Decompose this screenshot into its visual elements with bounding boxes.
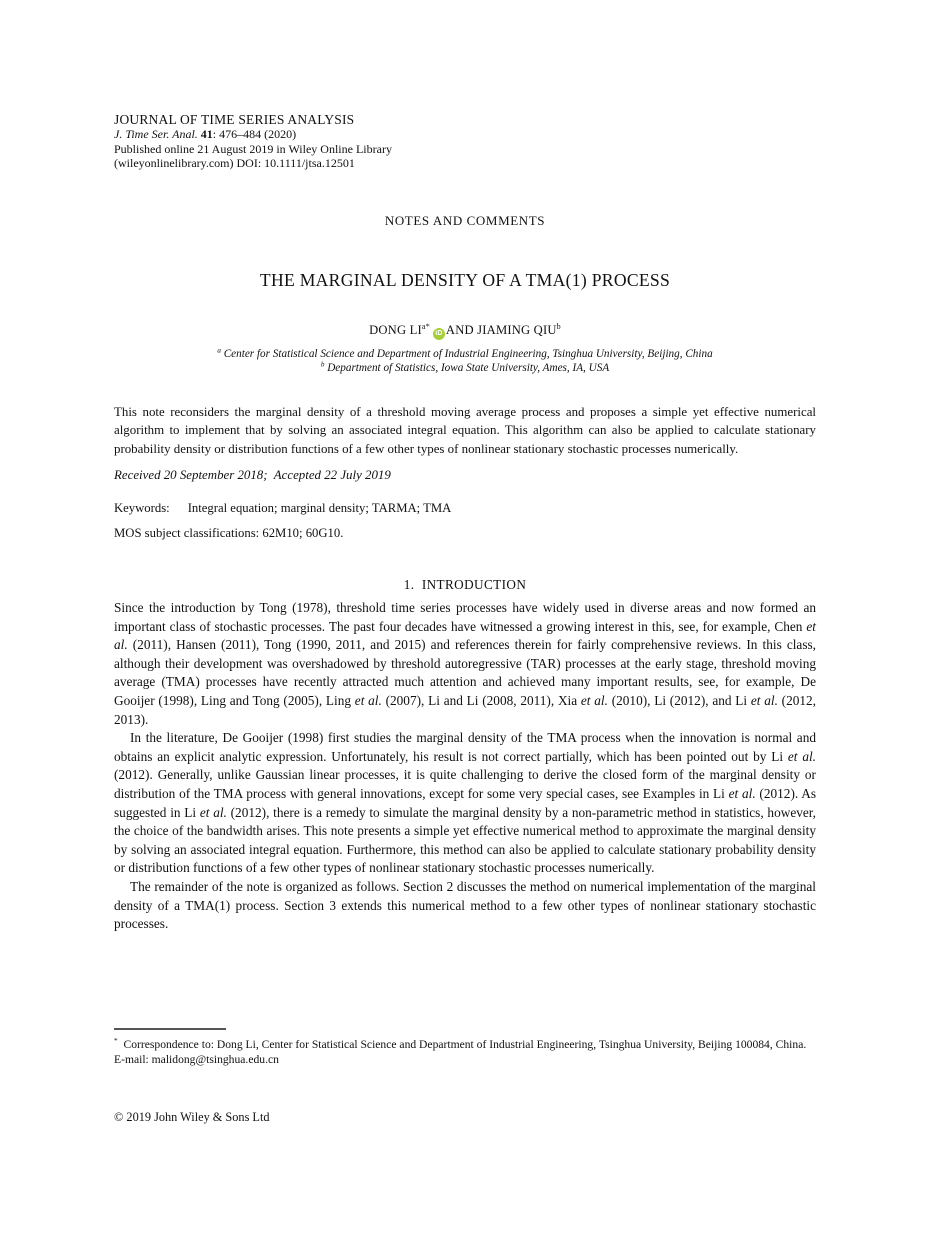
intro-paragraph-2: In the literature, De Gooijer (1998) first studies the marginal density of the TMA process when the innovation is normal and obtains an explicit analytic expression. Unfortunately, his result is not correct partially, which has been pointed out by Li et al. (2012). Generally, unlike Gaussian linear processes, it is quite challenging to derive the closed form of the marginal density or distribution of the TMA process with general innovations, except for some very special cases, see Examples in Li et al. (2012). As suggested in Li et al. (2012), there is a remedy to simulate the marginal density by a non-parametric method in statistics, however, the choice of the bandwidth arises. This note presents a simple yet effective numerical method to approximate the marginal density by solving an associated integral equation. Furthermore, this method can also be applied to calculate stationary probability density or distribution functions of a few other types of nonlinear stationary stochastic processes numerically. bbox=[114, 730, 817, 876]
paper-page bbox=[114, 0, 816, 1236]
footnote-rule bbox=[114, 1028, 226, 1030]
keywords-line bbox=[114, 500, 816, 516]
author-2: AND JIAMING QIU$^b$ bbox=[445, 321, 561, 337]
author-line bbox=[114, 323, 816, 340]
introduction-heading: 1. INTRODUCTION bbox=[403, 577, 527, 592]
received-accepted-line: Received 20 September 2018; Accepted 22 July 2019 bbox=[114, 468, 391, 482]
citation-line: J. Time Ser. Anal. 41: 476–484 (2020) bbox=[114, 127, 297, 141]
keywords-value: Integral equation; marginal density; TARMA; TMA bbox=[187, 501, 452, 515]
journal-header bbox=[114, 0, 816, 171]
orcid-icon[interactable]: iD bbox=[433, 328, 445, 340]
mos-classifications-line: MOS subject classifications: 62M10; 60G10. bbox=[114, 526, 344, 540]
intro-paragraph-3: The remainder of the note is organized as follows. Section 2 discusses the method on numerical implementation of the marginal density of a TMA(1) process. Section 3 extends this numerical method to a few other types of nonlinear stationary stochastic processes. bbox=[114, 878, 816, 932]
journal-name: JOURNAL OF TIME SERIES ANALYSIS bbox=[114, 112, 355, 127]
affiliation-a: $^a$ Center for Statistical Science and Department of Industrial Engineering, Tsinghua University, Beijing, China bbox=[217, 346, 713, 360]
affiliations bbox=[114, 347, 816, 375]
abstract-text: This note reconsiders the marginal density of a threshold moving average process and proposes a simple yet effective numerical algorithm to implement that by solving an associated integral equation. This algorithm can also be applied to calculate stationary probability density or distribution functions of a few other types of nonlinear stationary stochastic processes numerically. bbox=[114, 404, 816, 456]
author-1: DONG $LI^{a*}$ bbox=[369, 321, 430, 337]
keywords-label: Keywords: bbox=[114, 501, 170, 515]
published-line: Published online 21 August 2019 in Wiley Online Library bbox=[114, 141, 392, 156]
footnote-block bbox=[114, 1028, 816, 1068]
correspondence-note: * Correspondence to: Dong Li, Center for Statistical Science and Department of Industrial Engineering, Tsinghua University, Beijing 100084, China. bbox=[114, 1036, 807, 1051]
email-line: E-mail: malidong@tsinghua.edu.cn bbox=[114, 1053, 279, 1067]
paper-title: THE MARGINAL DENSITY OF A TMA(1) PROCESS bbox=[259, 269, 671, 290]
doi-line: (wileyonlinelibrary.com) DOI: 10.1111/jtsa.12501 bbox=[114, 156, 355, 171]
copyright-line: © 2019 John Wiley & Sons Ltd bbox=[114, 1110, 270, 1124]
affiliation-b: $^b$ Department of Statistics, Iowa State University, Ames, IA, USA bbox=[320, 360, 610, 374]
intro-paragraph-1: Since the introduction by Tong (1978), threshold time series processes have widely used in diverse areas and now formed an important class of stochastic processes. The past four decades have witnessed a growing interest in this, see, for example, Chen et al. (2011), Hansen (2011), Tong (1990, 2011, and 2015) and references therein for fairly comprehensive reviews. In this class, although their development was overshadowed by threshold autoregressive (TAR) processes at the early stage, threshold moving average (TMA) processes have recently attracted much attention and achieved many important results, see, for example, De Gooijer (1998), Ling and Tong (2005), Ling et al. (2007), Li and Li (2008, 2011), Xia et al. (2010), Li (2012), and Li et al. (2012, 2013). bbox=[114, 600, 817, 727]
notes-and-comments-label: NOTES AND COMMENTS bbox=[384, 212, 546, 228]
